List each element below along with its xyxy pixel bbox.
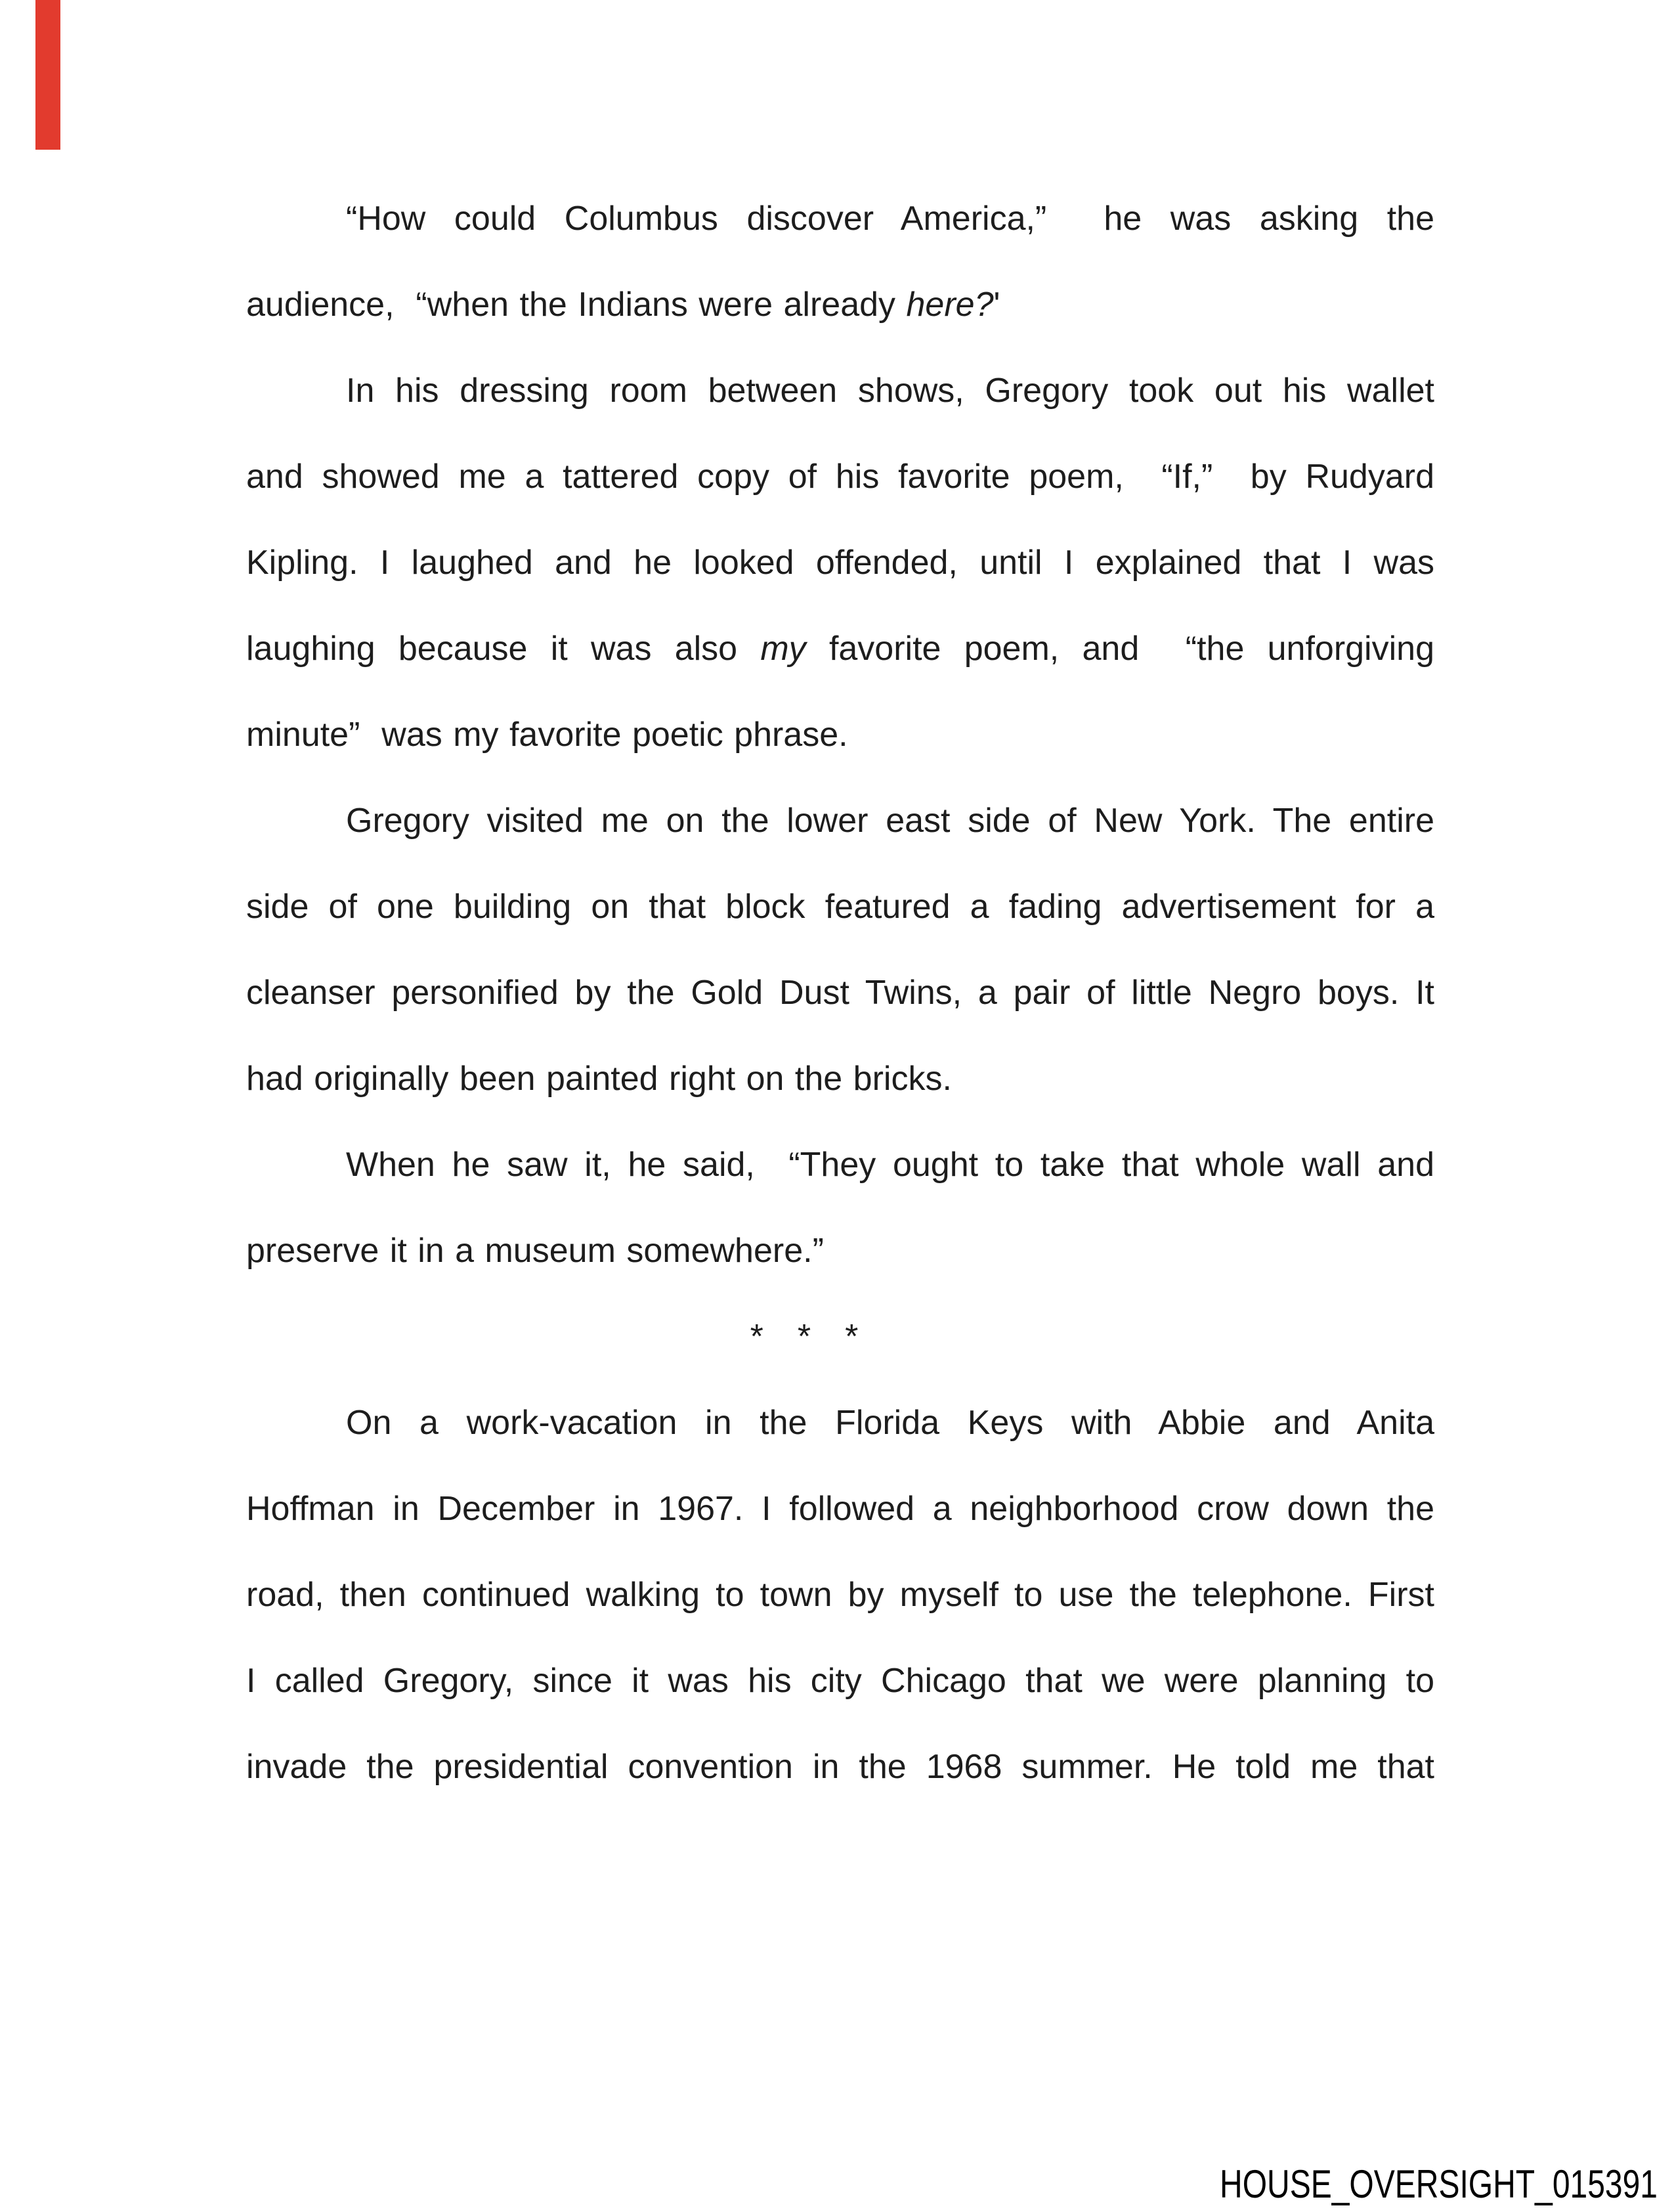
text-line: Gregory visited me on the lower east side of New York. The entire bbox=[346, 802, 1434, 840]
text-line: invade the presidential convention in the 1968 summer. He told me that bbox=[246, 1748, 1434, 1786]
text-line: Hoffman in December in 1967. I followed a neighborhood crow down the bbox=[246, 1490, 1434, 1528]
text-line: road, then continued walking to town by myself to use the telephone. First bbox=[246, 1576, 1434, 1614]
text-line: side of one building on that block featured a fading advertisement for a bbox=[246, 888, 1434, 926]
separator-asterisks: * * * bbox=[750, 1318, 859, 1356]
italic-word: here? bbox=[906, 286, 994, 324]
line-segment: laughing because it was also bbox=[246, 630, 761, 668]
text-line: I called Gregory, since it was his city Chicago that we were planning to bbox=[246, 1662, 1434, 1700]
text-line: In his dressing room between shows, Gregory took out his wallet bbox=[346, 372, 1434, 410]
text-line: Kipling. I laughed and he looked offended, until I explained that I was bbox=[246, 544, 1434, 582]
text-line: cleanser personified by the Gold Dust Twins, a pair of little Negro boys. It bbox=[246, 974, 1434, 1012]
text-line bbox=[246, 606, 1434, 692]
text-line: On a work-vacation in the Florida Keys with Abbie and Anita bbox=[346, 1404, 1434, 1442]
text-line: minute” was my favorite poetic phrase. bbox=[246, 716, 848, 754]
line-segment: favorite poem, and “the unforgiving bbox=[805, 630, 1435, 668]
text-line bbox=[246, 262, 1434, 348]
line-segment: ' bbox=[993, 286, 1000, 324]
text-line: “How could Columbus discover America,” he was asking the bbox=[346, 200, 1434, 238]
text-line: and showed me a tattered copy of his favorite poem, “If,” by Rudyard bbox=[246, 458, 1434, 496]
bates-stamp: HOUSE_OVERSIGHT_015391 bbox=[1220, 2163, 1658, 2207]
red-margin-mark bbox=[35, 0, 60, 150]
text-line: preserve it in a museum somewhere.” bbox=[246, 1232, 824, 1270]
italic-word: my bbox=[760, 630, 806, 668]
text-line: When he saw it, he said, “They ought to take that whole wall and bbox=[346, 1146, 1434, 1184]
document-text bbox=[246, 0, 1434, 1810]
line-segment: audience, “when the Indians were already bbox=[246, 286, 907, 324]
text-line: had originally been painted right on the bricks. bbox=[246, 1060, 952, 1098]
